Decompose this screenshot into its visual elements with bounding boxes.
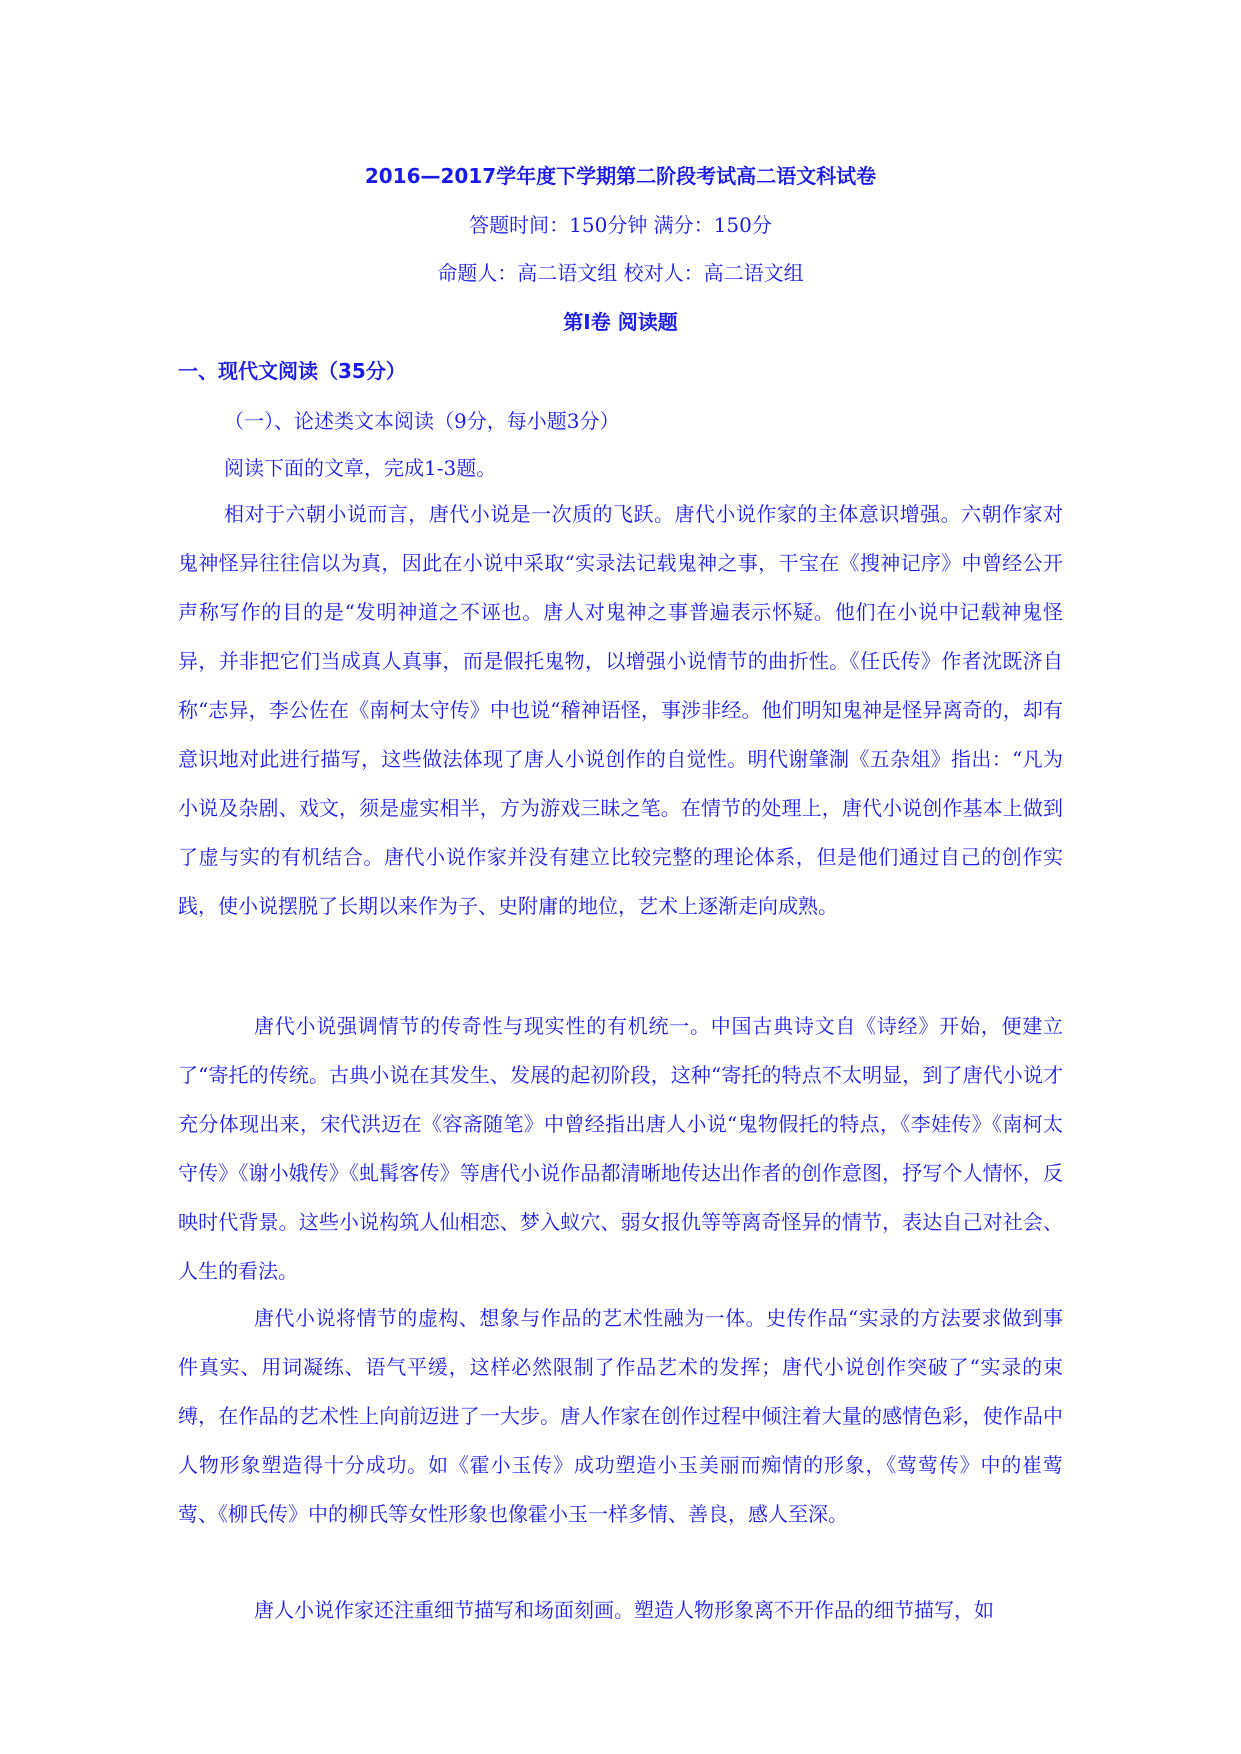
paragraph-text: 唐人小说作家还注重细节描写和场面刻画。塑造人物形象离不开作品的细节描写，如 [254,1598,994,1622]
time-info: 答题时间：150分钟 满分：150分 [469,213,772,237]
section-title: 一、现代文阅读（35分） [178,359,406,383]
paragraph-text: 唐代小说强调情节的传奇性与现实性的有机统一。中国古典诗文自《诗经》开始，便建立了“寄托的传统。古典小说在其发生、发展的起初阶段，这种“寄托的特点不太明显，到了唐代小说才充分体现出来，宋代洪迈在《容斋随笔》中曾经指出唐人小说“鬼物假托的特点，《李娃传》《南柯太守传》《谢小娥传》《虬髯客传》等唐代小说作品都清晰地传达出作者的创作意图，抒写个人情怀，反映时代背景。这些小说构筑人仙相恋、梦入蚁穴、弱女报仇等等离奇怪异的情节，表达自己对社会、人生的看法。 [178,1014,1063,1283]
paragraph-1 [178,490,1063,931]
paragraph-2 [178,1002,1063,1296]
paragraph-4 [178,1586,1063,1635]
exam-title: 2016—2017学年度下学期第二阶段考试高二语文科试卷 [364,164,877,188]
paragraph-text: 相对于六朝小说而言，唐代小说是一次质的飞跃。唐代小说作家的主体意识增强。六朝作家对鬼神怪异往往信以为真，因此在小说中采取“实录法记载鬼神之事，干宝在《搜神记序》中曾经公开声称写作的目的是“发明神道之不诬也。唐人对鬼神之事普遍表示怀疑。他们在小说中记载神鬼怪异，并非把它们当成真人真事，而是假托鬼物，以增强小说情节的曲折性。《任氏传》作者沈既济自称“志异，李公佐在《南柯太守传》中也说“稽神语怪，事涉非经。他们明知鬼神是怪异离奇的，却有意识地对此进行描写，这些做法体现了唐人小说创作的自觉性。明代谢肇淛《五杂俎》指出：“凡为小说及杂剧、戏文，须是虚实相半，方为游戏三昧之笔。在情节的处理上，唐代小说创作基本上做到了虚与实的有机结合。唐代小说作家并没有建立比较完整的理论体系，但是他们通过自己的创作实践，使小说摆脱了长期以来作为子、史附庸的地位，艺术上逐渐走向成熟。 [178,502,1063,918]
paragraph-text: 唐代小说将情节的虚构、想象与作品的艺术性融为一体。史传作品“实录的方法要求做到事件真实、用词凝练、语气平缓，这样必然限制了作品艺术的发挥；唐代小说创作突破了“实录的束缚，在作品的艺术性上向前迈进了一大步。唐人作家在创作过程中倾注着大量的感情色彩，使作品中人物形象塑造得十分成功。如《霍小玉传》成功塑造小玉美丽而痴情的形象，《莺莺传》中的崔莺莺、《柳氏传》中的柳氏等女性形象也像霍小玉一样多情、善良，感人至深。 [178,1306,1063,1526]
subsection-title: （一）、论述类文本阅读（9分，每小题3分） [224,409,620,433]
authors-info: 命题人：高二语文组 校对人：高二语文组 [437,261,804,285]
part-title: 第Ⅰ卷 阅读题 [563,310,678,334]
instruction-text: 阅读下面的文章，完成1-3题。 [224,456,497,480]
paragraph-3 [178,1294,1063,1539]
